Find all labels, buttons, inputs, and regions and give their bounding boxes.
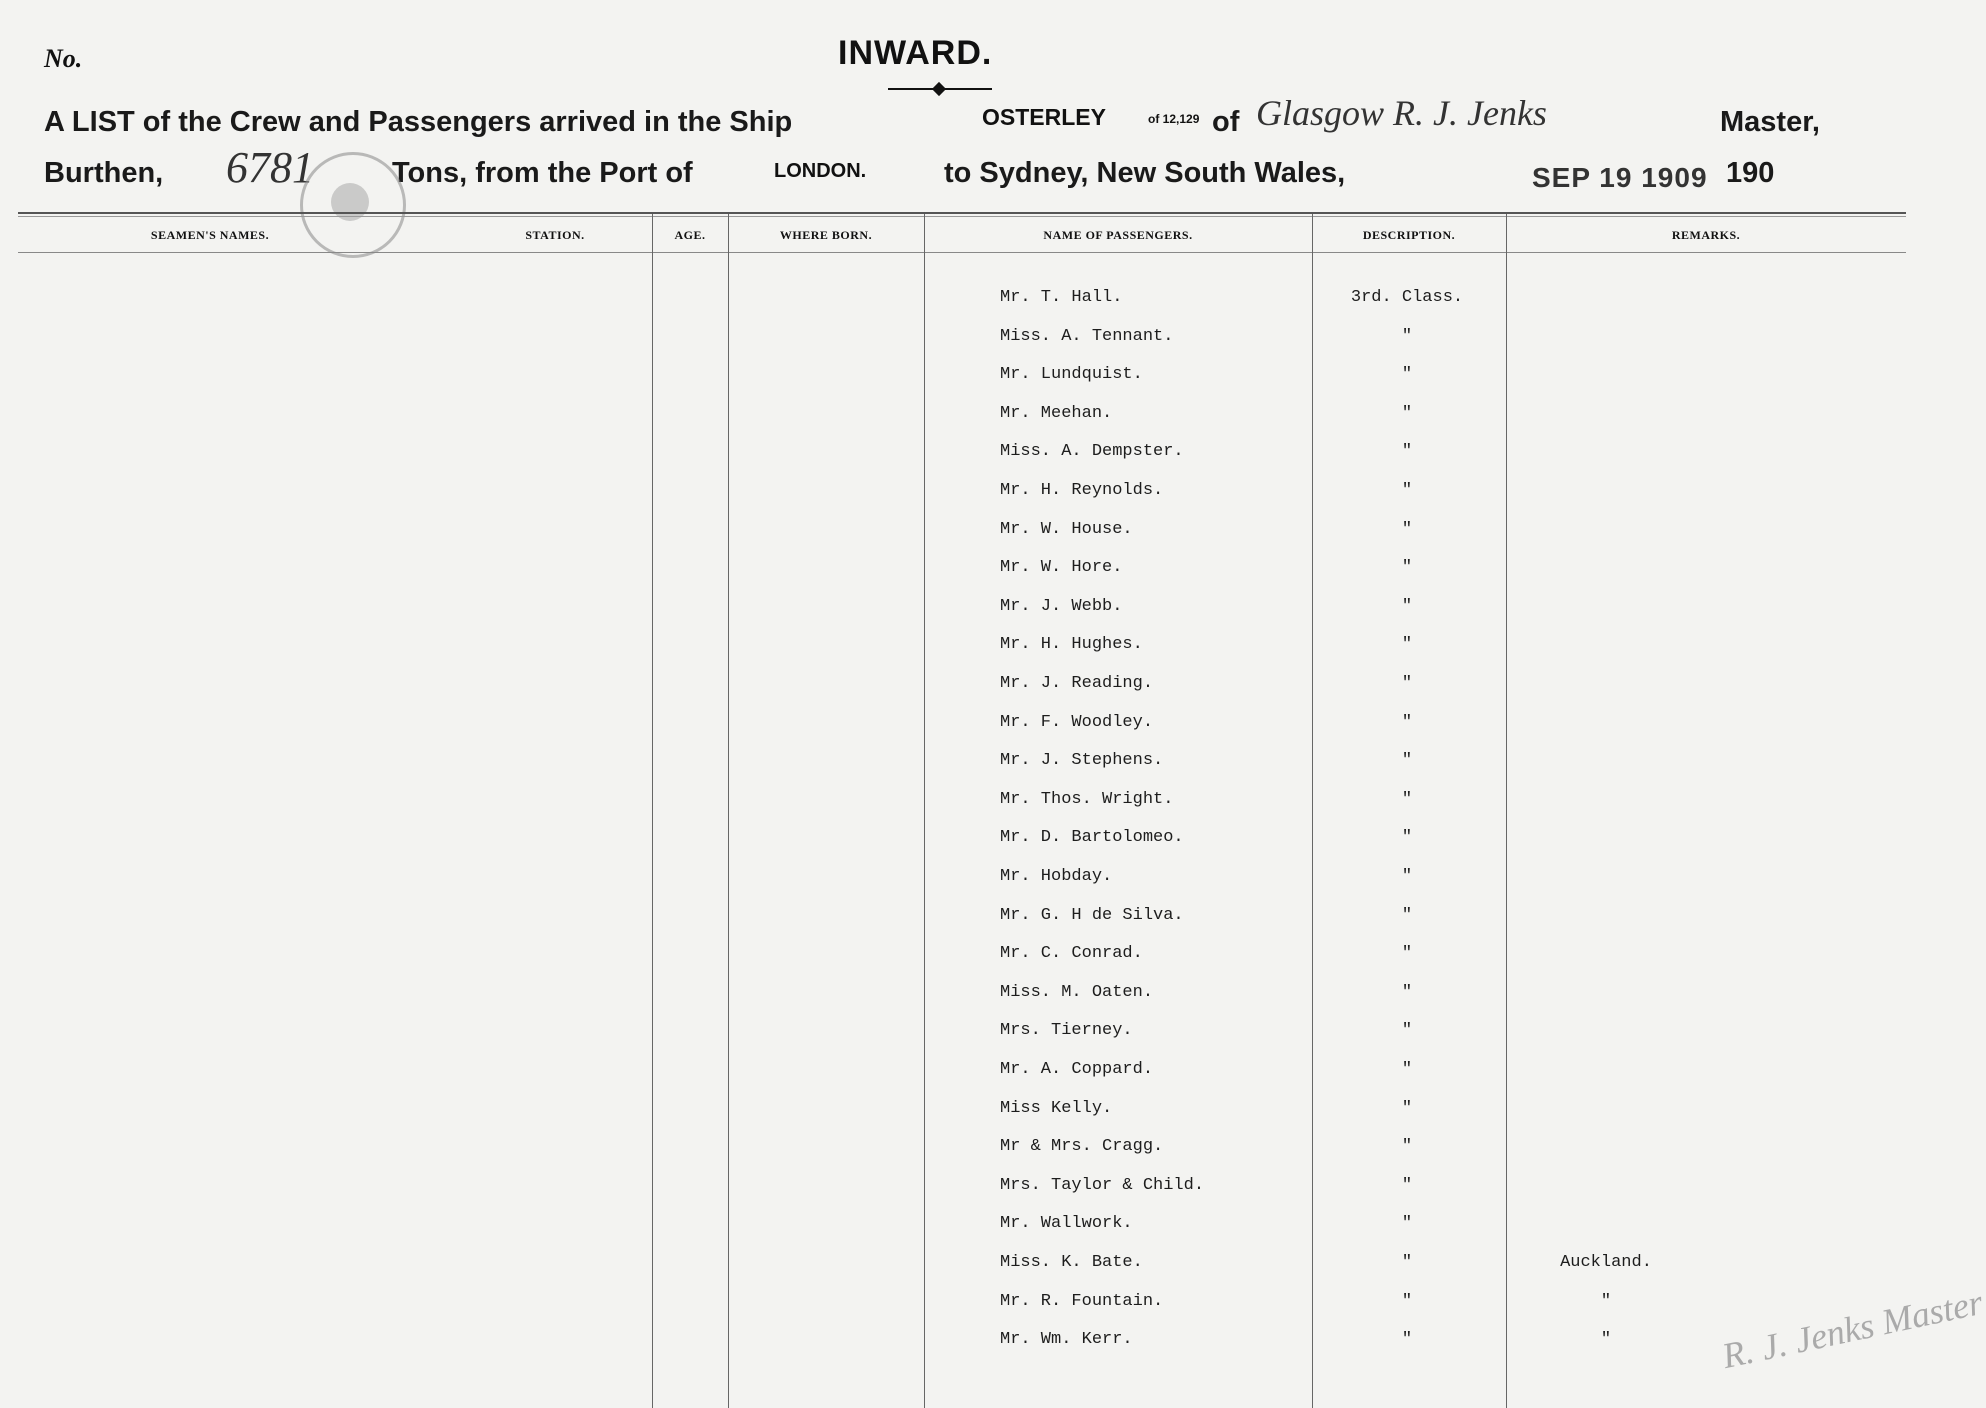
year-label: 190 [1726,157,1775,189]
passenger-description: " [1401,1137,1413,1156]
master-label: Master, [1720,106,1820,138]
passenger-description: " [1401,713,1413,732]
column-header-description: DESCRIPTION. [1362,228,1456,242]
of-label: of [1212,106,1240,138]
column-header-age: AGE. [674,228,706,242]
passenger-description: " [1401,906,1413,925]
office-seal [300,152,406,258]
passenger-description: " [1401,674,1413,693]
passenger-description: " [1401,1214,1413,1233]
passenger-name: Mr. J. Reading. [1000,674,1154,693]
port-of-departure: LONDON. [774,160,867,182]
passenger-name: Mr & Mrs. Cragg. [1000,1137,1164,1156]
passenger-remarks: " [1600,1292,1612,1311]
passenger-name: Mr. H. Hughes. [1000,635,1143,654]
column-divider [652,214,653,1408]
destination-label: to Sydney, New South Wales, [944,157,1346,189]
header-rule-top [18,212,1906,214]
passenger-description: " [1401,520,1413,539]
passenger-name: Mr. Wallwork. [1000,1214,1133,1233]
column-divider [924,214,925,1408]
passenger-name: Mr. H. Reynolds. [1000,481,1164,500]
column-divider [1506,214,1507,1408]
passenger-name: Mr. G. H de Silva. [1000,906,1184,925]
passenger-name: Mr. W. House. [1000,520,1133,539]
passenger-name: Mrs. Tierney. [1000,1021,1133,1040]
passenger-name: Mr. R. Fountain. [1000,1292,1164,1311]
passenger-description: " [1401,828,1413,847]
column-header-seamen: SEAMEN'S NAMES. [150,228,270,242]
passenger-name: Mr. T. Hall. [1000,288,1123,307]
handwritten-burthen: 6781 [226,143,314,192]
column-divider [728,214,729,1408]
passenger-description: " [1401,404,1413,423]
passenger-description: " [1401,1060,1413,1079]
passenger-name: Miss. A. Tennant. [1000,327,1174,346]
tons-from-label: Tons, from the Port of [392,157,693,189]
passenger-name: Mr. D. Bartolomeo. [1000,828,1184,847]
passenger-name: Mr. J. Stephens. [1000,751,1164,770]
passenger-name: Miss Kelly. [1000,1099,1113,1118]
passenger-description: " [1401,1292,1413,1311]
passenger-description: " [1401,1253,1413,1272]
passenger-description: " [1401,944,1413,963]
passenger-name: Miss. M. Oaten. [1000,983,1154,1002]
passenger-description: " [1401,481,1413,500]
passenger-description: " [1401,867,1413,886]
column-header-passengers: NAME OF PASSENGERS. [1043,228,1193,242]
document-title: INWARD. [838,34,993,72]
passenger-name: Mr. W. Hore. [1000,558,1123,577]
passenger-description: " [1401,442,1413,461]
passenger-description: " [1401,790,1413,809]
passenger-remarks: Auckland. [1560,1253,1652,1272]
passenger-remarks: " [1600,1330,1612,1349]
ship-name: OSTERLEY [982,104,1106,130]
passenger-description: " [1401,365,1413,384]
passenger-description: " [1401,1099,1413,1118]
list-heading-prefix: A LIST of the Crew and Passengers arrived in the Ship [44,106,793,138]
document-number-label: No. [44,44,83,73]
column-divider [1312,214,1313,1408]
arrival-date-stamp: SEP 19 1909 [1532,162,1708,193]
burthen-label: Burthen, [44,157,164,189]
passenger-name: Mr. J. Webb. [1000,597,1123,616]
title-ornament [932,82,946,96]
passenger-description: " [1401,751,1413,770]
passenger-description: " [1401,1330,1413,1349]
passenger-name: Mrs. Taylor & Child. [1000,1176,1205,1195]
passenger-name: Mr. C. Conrad. [1000,944,1143,963]
handwritten-port-and-master: Glasgow R. J. Jenks [1256,93,1547,133]
passenger-description: " [1401,1176,1413,1195]
master-signature: R. J. Jenks Master [1718,1281,1986,1377]
column-header-station: STATION. [525,228,585,242]
passenger-name: Mr. F. Woodley. [1000,713,1154,732]
passenger-name: Mr. A. Coppard. [1000,1060,1154,1079]
passenger-name: Mr. Thos. Wright. [1000,790,1174,809]
passenger-description: " [1401,1021,1413,1040]
passenger-description: " [1401,635,1413,654]
passenger-description: " [1401,327,1413,346]
passenger-description: " [1401,558,1413,577]
passenger-description: " [1401,597,1413,616]
passenger-description: " [1401,983,1413,1002]
passenger-name: Mr. Lundquist. [1000,365,1143,384]
ship-tonnage: of 12,129 [1148,112,1200,126]
passenger-name: Miss. A. Dempster. [1000,442,1184,461]
passenger-name: Mr. Wm. Kerr. [1000,1330,1133,1349]
passenger-name: Mr. Hobday. [1000,867,1113,886]
passenger-name: Mr. Meehan. [1000,404,1113,423]
header-rule-top-thin [18,216,1906,217]
passenger-name: Miss. K. Bate. [1000,1253,1143,1272]
column-header-remarks: REMARKS. [1671,228,1741,242]
header-rule-bottom [18,252,1906,253]
passenger-description: 3rd. Class. [1350,288,1464,307]
column-header-where-born: WHERE BORN. [779,228,873,242]
